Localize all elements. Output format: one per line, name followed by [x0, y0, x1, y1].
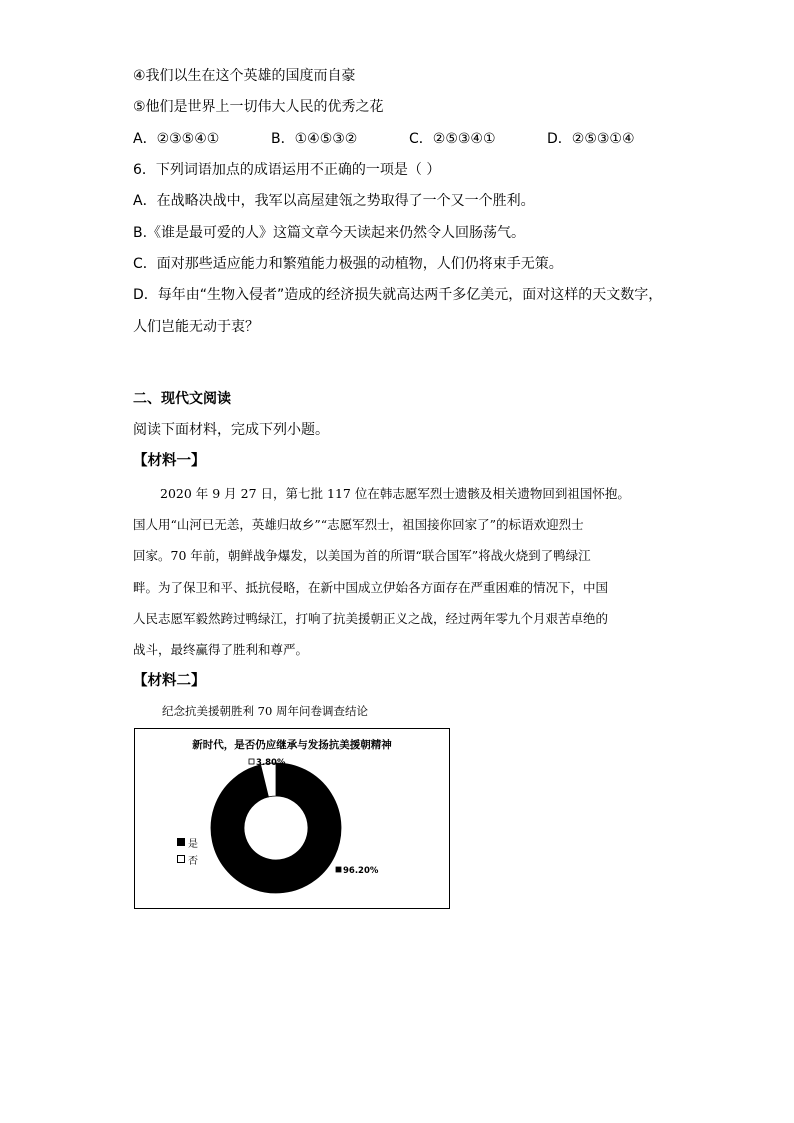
chart-title: 新时代，是否仍应继承与发扬抗美援朝精神	[192, 739, 392, 751]
question-6-option-d-line2: 人们岂能无动于衷？	[133, 319, 259, 335]
material-1-line: 回家。70 年前，朝鲜战争爆发，以美国为首的所谓“联合国军”将战火烧到了鸭绿江	[133, 548, 591, 563]
section-instruction: 阅读下面材料，完成下列小题。	[133, 422, 329, 438]
legend-swatch-no	[177, 855, 185, 863]
donut-chart	[135, 729, 449, 908]
choice-c: C．②⑤③④①	[409, 131, 496, 147]
question-6-stem: 6．下列词语加点的成语运用不正确的一项是（ ）	[133, 162, 441, 178]
material-1-line: 畔。为了保卫和平、抵抗侵略，在新中国成立伊始各方面存在严重困难的情况下，中国	[133, 580, 609, 595]
data-label-yes-swatch	[336, 867, 341, 872]
data-label-no-swatch	[249, 759, 254, 764]
chart-caption: 纪念抗美援朝胜利 70 周年问卷调查结论	[162, 704, 368, 718]
legend-item-no	[177, 855, 198, 868]
data-label-yes: 96.20%	[343, 866, 379, 876]
material-1-line: 2020 年 9 月 27 日，第七批 117 位在韩志愿军烈士遗骸及相关遗物回到祖国怀抱。	[160, 486, 630, 501]
question-6-option-b: B.《谁是最可爱的人》这篇文章今天读起来仍然令人回肠荡气。	[133, 225, 526, 241]
legend-label-no: 否	[188, 856, 198, 867]
material-2-title: 【材料二】	[133, 673, 206, 689]
section-heading: 二、现代文阅读	[133, 391, 231, 407]
choice-a: A．②③⑤④①	[133, 131, 220, 147]
question-6-option-c: C．面对那些适应能力和繁殖能力极强的动植物，人们仍将束手无策。	[133, 256, 563, 272]
option-item-5: ⑤他们是世界上一切伟大人民的优秀之花	[133, 99, 384, 115]
legend-label-yes: 是	[188, 839, 198, 850]
choice-b: B．①④⑤③②	[271, 131, 358, 147]
legend-swatch-yes	[177, 838, 185, 846]
data-label-no: 3.80%	[256, 758, 286, 768]
option-item-4: ④我们以生在这个英雄的国度而自豪	[133, 68, 356, 84]
material-1-line: 战斗，最终赢得了胜利和尊严。	[133, 642, 309, 657]
question-6-option-a: A．在战略决战中，我军以高屋建瓴之势取得了一个又一个胜利。	[133, 193, 535, 209]
legend-item-yes	[177, 838, 198, 851]
chart-frame	[134, 728, 450, 909]
material-1-line: 国人用“山河已无恙，英雄归故乡”“志愿军烈士，祖国接你回家了”的标语欢迎烈士	[133, 517, 584, 532]
material-1-line: 人民志愿军毅然跨过鸭绿江，打响了抗美援朝正义之战，经过两年零九个月艰苦卓绝的	[133, 611, 609, 626]
choice-d: D．②⑤③①④	[547, 131, 635, 147]
question-6-option-d-line1: D．每年由“生物入侵者”造成的经济损失就高达两千多亿美元，面对这样的天文数字，	[133, 287, 663, 303]
material-1-title: 【材料一】	[133, 453, 206, 469]
